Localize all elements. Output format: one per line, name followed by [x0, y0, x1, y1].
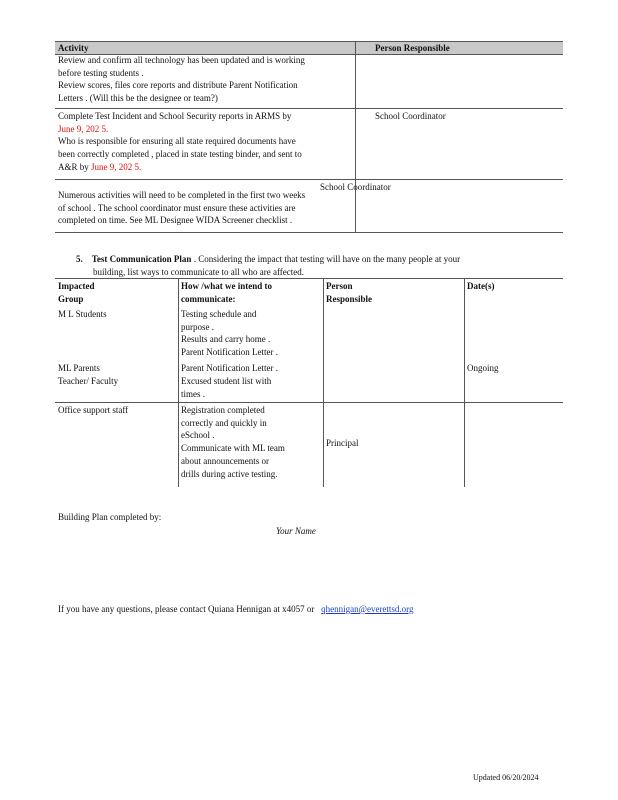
person-responsible: School Coordinator — [375, 111, 446, 121]
activity-text: A&R by — [58, 161, 89, 172]
method-text: times . — [181, 388, 205, 399]
activity-row-3 — [58, 189, 354, 227]
column-divider — [178, 402, 179, 487]
method-text: purpose . — [181, 321, 214, 332]
activity-table — [55, 41, 563, 184]
method-text: about announcements or — [181, 455, 269, 466]
activity-text: Numerous activities will need to be completed in the first two weeks — [58, 190, 306, 200]
section-title: Test Communication Plan — [91, 254, 192, 264]
person-responsible: Principal — [326, 438, 359, 448]
header-text: How /what we intend to — [181, 281, 273, 291]
activity-text: Review scores, files core reports and distribute Parent Notification — [58, 80, 298, 91]
activity-text: Who is responsible for ensuring all state required documents have — [58, 136, 296, 147]
communication-method — [181, 375, 321, 400]
due-date: June 9, 202 5. — [58, 123, 109, 134]
column-divider — [464, 402, 465, 487]
activity-text: of school . The school coordinator must ensure these activities are — [58, 202, 296, 213]
communication-method: Parent Notification Letter . — [181, 363, 278, 373]
row-divider — [55, 108, 563, 109]
impacted-group: ML Parents — [58, 363, 100, 373]
impacted-group: Teacher/ Faculty — [58, 376, 119, 386]
plan-completed-label: Building Plan completed by: — [58, 512, 162, 522]
due-date: June 9, 202 5. — [91, 161, 142, 172]
how-communicate-header — [181, 280, 321, 305]
impacted-group: Office support staff — [58, 405, 129, 415]
activity-table-header — [55, 41, 563, 55]
activity-text: before testing students . — [58, 67, 144, 78]
header-text: Responsible — [326, 293, 373, 304]
header-text: communicate: — [181, 293, 236, 304]
section-description: . Considering the impact that testing will have on the many people at your — [193, 254, 461, 264]
row-divider — [55, 402, 563, 403]
method-text: correctly and quickly in — [181, 417, 267, 428]
updated-date: Updated 06/20/2024 — [473, 773, 539, 782]
activity-text: Complete Test Incident and School Security reports in ARMS by — [58, 111, 292, 121]
contact-text: If you have any questions, please contact Quiana Hennigan at x4057 or — [58, 604, 315, 614]
method-text: drills during active testing. — [181, 468, 278, 479]
contact-email-link[interactable]: qhennigan@everettsd.org — [321, 604, 414, 614]
communication-method — [181, 308, 321, 359]
activity-text: completed on time. See ML Designee WIDA Screener checklist . — [58, 215, 293, 226]
comm-table-top-border — [55, 278, 563, 279]
column-divider — [323, 278, 324, 404]
person-responsible: School Coordinator — [320, 182, 391, 192]
column-divider — [355, 41, 356, 184]
impacted-group: M L Students — [58, 309, 107, 319]
activity-column-header: Activity — [58, 43, 89, 53]
section-description-line2: building, list ways to communicate to all who are affected. — [93, 267, 305, 277]
person-responsible-column-header: Person Responsible — [375, 43, 450, 53]
activity-text: Letters . (Will this be the designee or team?) — [58, 93, 218, 104]
communication-method — [181, 404, 321, 480]
dates-header: Date(s) — [467, 281, 495, 291]
section-number: 5. — [76, 254, 83, 264]
date-value: Ongoing — [467, 363, 499, 373]
section-5-intro — [76, 253, 556, 279]
header-text: Group — [58, 293, 84, 304]
activity-row-1 — [58, 54, 354, 105]
row-divider — [55, 179, 563, 180]
method-text: Parent Notification Letter . — [181, 347, 278, 358]
header-text: Person — [326, 281, 353, 291]
person-responsible-header — [326, 280, 372, 305]
impacted-group-header — [58, 280, 95, 305]
column-divider — [464, 278, 465, 404]
table-bottom-border — [55, 232, 563, 233]
column-divider — [178, 278, 179, 404]
activity-text: been correctly completed , placed in state testing binder, and sent to — [58, 149, 302, 160]
column-divider — [323, 402, 324, 487]
contact-line — [58, 604, 414, 614]
method-text: eSchool . — [181, 430, 215, 441]
column-divider — [355, 179, 356, 232]
method-text: Results and carry home . — [181, 334, 271, 345]
header-text: Impacted — [58, 281, 95, 291]
method-text: Testing schedule and — [181, 309, 257, 319]
method-text: Registration completed — [181, 405, 265, 415]
activity-row-2 — [58, 110, 354, 174]
method-text: Communicate with ML team — [181, 443, 285, 454]
completed-by-name: Your Name — [276, 526, 316, 536]
method-text: Excused student list with — [181, 376, 272, 386]
activity-text: Review and confirm all technology has been updated and is working — [58, 55, 305, 65]
